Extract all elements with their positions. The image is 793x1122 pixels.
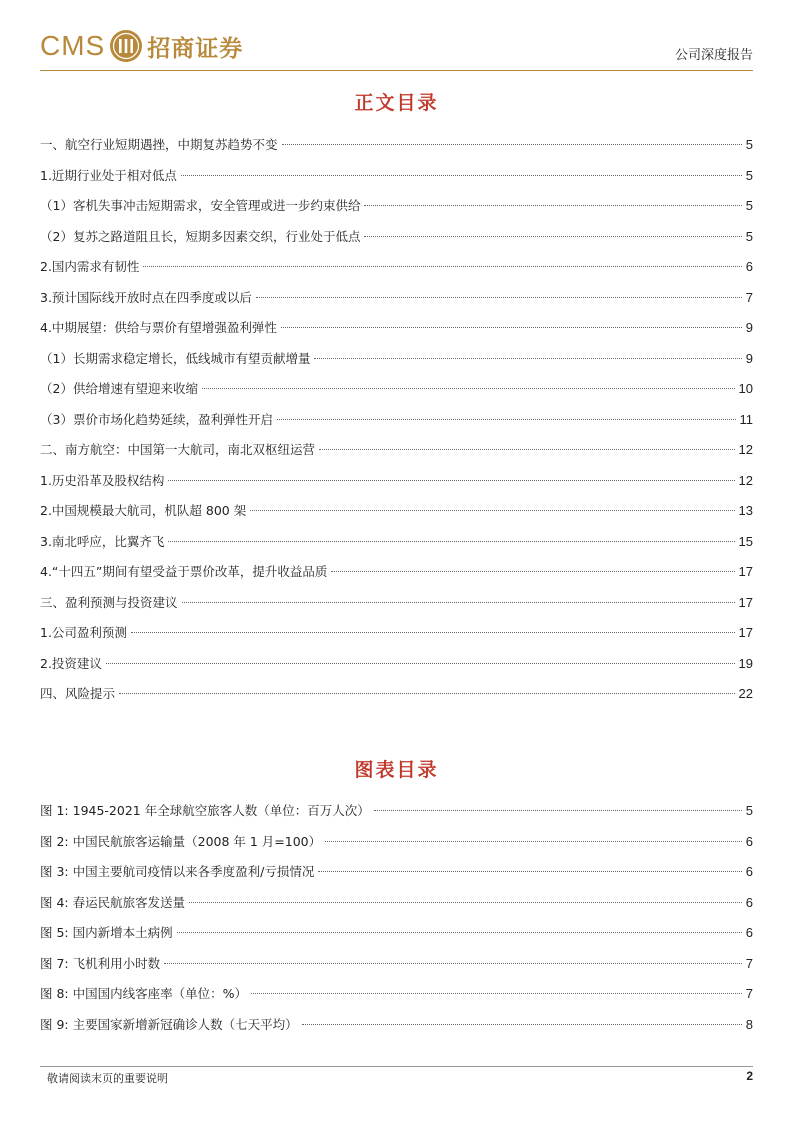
toc-entry-text: （2）复苏之路道阻且长，短期多因素交织，行业处于低点: [40, 228, 361, 244]
logo-chinese-text: 招商证券: [147, 35, 244, 62]
toc-entry-text: 4.“十四五”期间有望受益于票价改革，提升收益品质: [40, 564, 328, 579]
figure-toc-row[interactable]: [40, 918, 753, 949]
toc-row[interactable]: [40, 344, 753, 375]
footer-disclaimer-note: 敬请阅读末页的重要说明: [47, 1072, 168, 1085]
toc-row[interactable]: [40, 557, 753, 588]
toc-entry-text: （1）客机失事冲击短期需求，安全管理或进一步约束供给: [40, 198, 361, 213]
toc-entry-page: 19: [738, 655, 753, 671]
figure-toc-row[interactable]: [40, 827, 753, 858]
toc-entry-text: 图 4: 春运民航旅客发送量: [40, 894, 186, 910]
toc-row[interactable]: [40, 405, 753, 436]
toc-row[interactable]: [40, 161, 753, 192]
toc-entry-text: 3.南北呼应，比翼齐飞: [40, 533, 165, 549]
toc-entry-text: 1.历史沿革及股权结构: [40, 472, 165, 488]
toc-row[interactable]: [40, 435, 753, 466]
toc-row[interactable]: [40, 130, 753, 161]
toc-entry-page: 7: [745, 986, 753, 1001]
toc-row[interactable]: [40, 649, 753, 680]
toc-entry-text: 图 2: 中国民航旅客运输量（2008 年 1 月=100）: [40, 833, 322, 849]
toc-entry-text: 三、盈利预测与投资建议: [40, 594, 178, 610]
toc-entry-page: 6: [745, 925, 753, 940]
main-toc-title: 正文目录: [354, 92, 439, 114]
toc-entry-page: 17: [738, 564, 753, 579]
figure-toc-row[interactable]: [40, 888, 753, 919]
toc-leader-dots: [331, 571, 734, 572]
toc-leader-dots: [189, 902, 742, 903]
toc-entry-text: 图 7: 飞机利用小时数: [40, 955, 161, 971]
toc-entry-page: 5: [745, 803, 753, 818]
toc-entry-page: 17: [738, 594, 753, 610]
main-toc-list: [40, 130, 753, 710]
toc-entry-page: 13: [738, 503, 753, 518]
toc-leader-dots: [318, 871, 741, 872]
toc-entry-page: 5: [745, 228, 753, 244]
toc-entry-page: 9: [745, 320, 753, 335]
toc-leader-dots: [364, 236, 741, 237]
toc-leader-dots: [282, 144, 742, 145]
toc-leader-dots: [181, 175, 742, 176]
figure-toc-row[interactable]: [40, 796, 753, 827]
toc-entry-page: 12: [738, 442, 753, 457]
toc-leader-dots: [281, 327, 742, 328]
toc-leader-dots: [277, 419, 736, 420]
toc-entry-text: 图 9: 主要国家新增新冠确诊人数（七天平均）: [40, 1016, 298, 1032]
toc-entry-text: 2.中国规模最大航司，机队超 800 架: [40, 503, 247, 518]
page-header: [40, 26, 753, 70]
toc-entry-text: 1.近期行业处于相对低点: [40, 167, 177, 183]
toc-entry-text: 图 1: 1945-2021 年全球航空旅客人数（单位：百万人次）: [40, 803, 370, 818]
toc-entry-text: 二、南方航空：中国第一大航司，南北双枢纽运营: [40, 442, 316, 457]
toc-entry-text: 3.预计国际线开放时点在四季度或以后: [40, 289, 252, 305]
toc-leader-dots: [325, 841, 742, 842]
toc-entry-text: 2.投资建议: [40, 655, 102, 671]
toc-entry-text: 四、风险提示: [40, 686, 116, 701]
toc-row[interactable]: [40, 252, 753, 283]
figure-toc-list: [40, 796, 753, 1040]
logo-cms-text: CMS: [40, 30, 106, 61]
figure-toc-row[interactable]: [40, 1010, 753, 1041]
figure-toc-row[interactable]: [40, 979, 753, 1010]
toc-entry-page: 5: [745, 167, 753, 183]
toc-entry-page: 6: [745, 833, 753, 849]
toc-leader-dots: [168, 480, 734, 481]
footer-divider: [40, 1066, 753, 1067]
toc-leader-dots: [302, 1024, 742, 1025]
toc-entry-text: （2）供给增速有望迎来收缩: [40, 381, 198, 396]
toc-entry-text: 图 5: 国内新增本土病例: [40, 925, 173, 940]
toc-row[interactable]: [40, 283, 753, 314]
header-divider: [40, 70, 753, 71]
toc-leader-dots: [250, 510, 734, 511]
toc-leader-dots: [106, 663, 735, 664]
toc-row[interactable]: [40, 191, 753, 222]
toc-entry-text: 图 8: 中国国内线客座率（单位：%）: [40, 986, 247, 1001]
toc-row[interactable]: [40, 496, 753, 527]
toc-entry-page: 5: [745, 198, 753, 213]
toc-leader-dots: [177, 932, 742, 933]
toc-leader-dots: [314, 358, 741, 359]
toc-entry-page: 12: [738, 472, 753, 488]
toc-entry-page: 7: [745, 289, 753, 305]
toc-leader-dots: [168, 541, 734, 542]
toc-row[interactable]: [40, 618, 753, 649]
toc-entry-page: 5: [745, 137, 753, 152]
toc-entry-text: 一、航空行业短期遇挫，中期复苏趋势不变: [40, 137, 278, 152]
toc-entry-text: 2.国内需求有韧性: [40, 259, 140, 274]
toc-row[interactable]: [40, 679, 753, 710]
toc-entry-page: 8: [745, 1016, 753, 1032]
toc-row[interactable]: [40, 222, 753, 253]
toc-entry-text: 图 3: 中国主要航司疫情以来各季度盈利/亏损情况: [40, 864, 315, 879]
toc-entry-page: 6: [745, 259, 753, 274]
toc-row[interactable]: [40, 466, 753, 497]
toc-leader-dots: [131, 632, 735, 633]
figure-toc-title: 图表目录: [354, 759, 439, 781]
toc-row[interactable]: [40, 588, 753, 619]
toc-leader-dots: [119, 693, 735, 694]
figure-toc-row[interactable]: [40, 949, 753, 980]
toc-row[interactable]: [40, 374, 753, 405]
toc-leader-dots: [364, 205, 741, 206]
toc-leader-dots: [164, 963, 742, 964]
figure-toc-row[interactable]: [40, 857, 753, 888]
toc-entry-page: 22: [738, 686, 753, 701]
toc-leader-dots: [319, 449, 735, 450]
toc-entry-page: 6: [745, 864, 753, 879]
toc-row[interactable]: [40, 313, 753, 344]
report-type-label: 公司深度报告: [674, 48, 753, 63]
toc-entry-text: （3）票价市场化趋势延续，盈利弹性开启: [40, 411, 273, 427]
toc-entry-page: 6: [745, 894, 753, 910]
toc-leader-dots: [251, 993, 742, 994]
toc-leader-dots: [202, 388, 735, 389]
toc-leader-dots: [182, 602, 735, 603]
company-logo: [40, 26, 243, 66]
toc-leader-dots: [374, 810, 742, 811]
toc-entry-text: 4.中期展望：供给与票价有望增强盈利弹性: [40, 320, 277, 335]
toc-entry-page: 10: [738, 381, 753, 396]
toc-row[interactable]: [40, 527, 753, 558]
footer-page-number: 2: [746, 1069, 753, 1083]
toc-entry-text: 1.公司盈利预测: [40, 625, 127, 640]
toc-entry-page: 11: [739, 411, 753, 427]
toc-entry-page: 7: [745, 955, 753, 971]
toc-leader-dots: [256, 297, 742, 298]
toc-entry-page: 17: [738, 625, 753, 640]
toc-leader-dots: [143, 266, 741, 267]
logo-emblem-icon: [109, 29, 143, 63]
toc-entry-page: 9: [745, 350, 753, 366]
toc-entry-page: 15: [738, 533, 753, 549]
toc-entry-text: （1）长期需求稳定增长，低线城市有望贡献增量: [40, 350, 311, 366]
